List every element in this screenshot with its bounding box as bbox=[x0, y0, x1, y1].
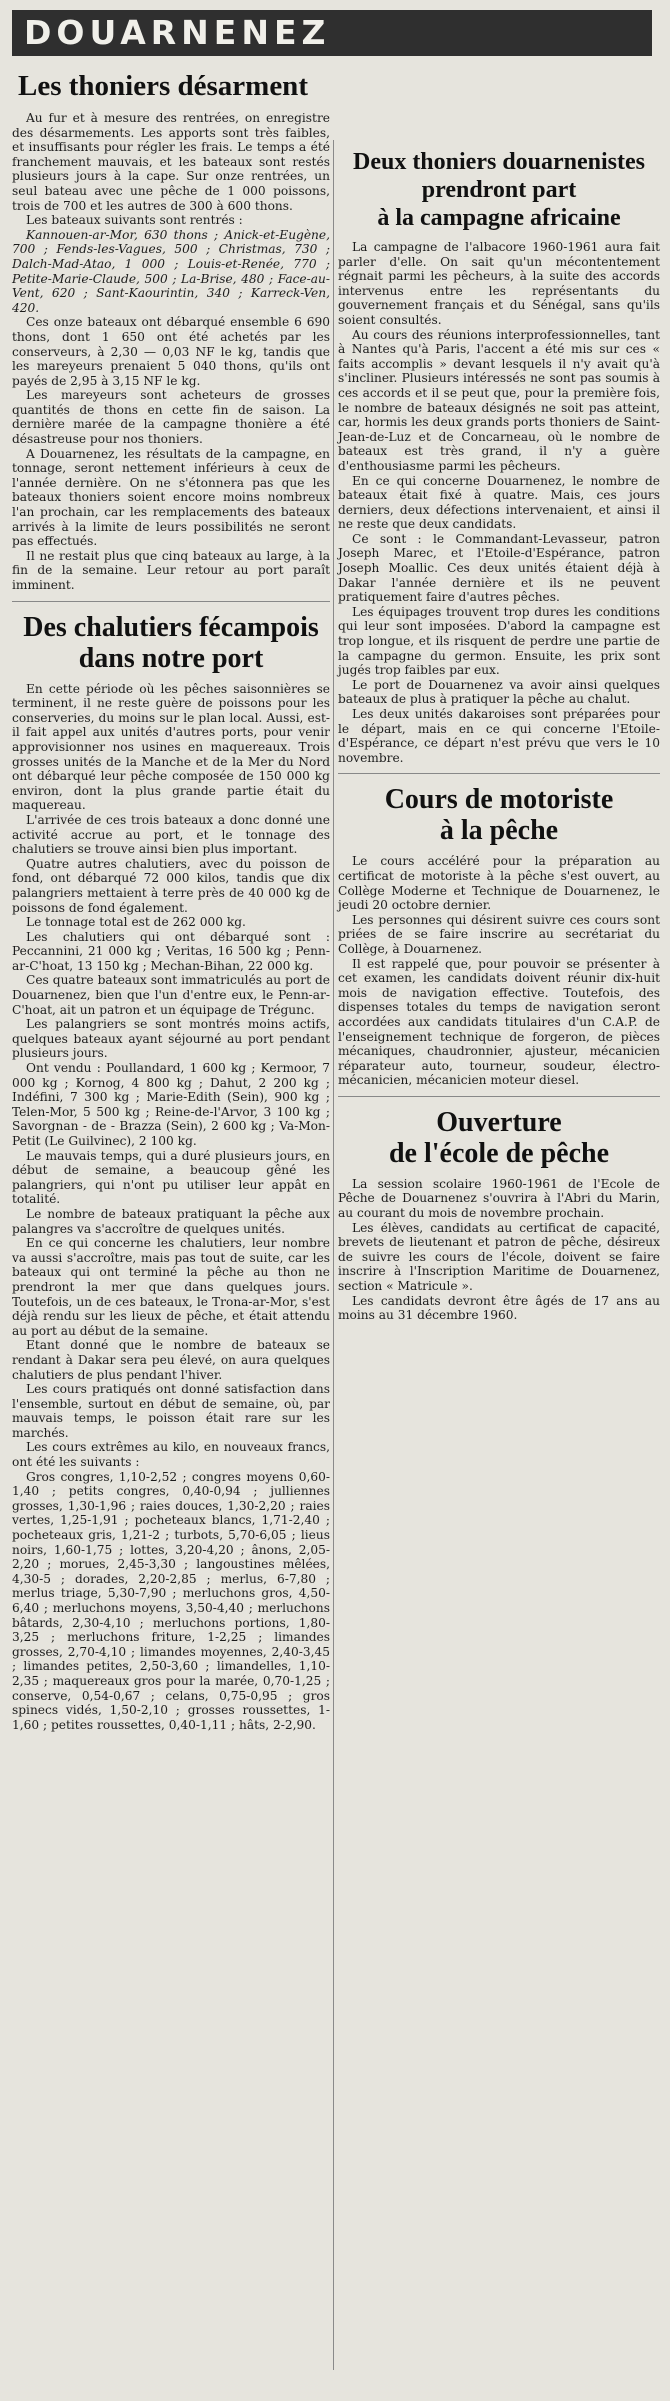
article-title bbox=[338, 784, 660, 846]
paragraph: Le port de Douarnenez va avoir ainsi quelques bateaux de plus à pratiquer la pêche au chalut. bbox=[338, 677, 660, 707]
article-title bbox=[338, 1107, 660, 1169]
paragraph: Les équipages trouvent trop dures les conditions qui leur sont imposées. D'abord la campagne est trop longue, et ils risquent de perdre une partie de la campagne du germon. Ensuite, les prix sont jugés trop faibles par eux. bbox=[338, 604, 660, 678]
paragraph: En cette période où les pêches saisonnières se terminent, il ne reste guère de poissons pour les conserveries, du moins sur le plan local. Aussi, est-il fait appel aux unités d'autres ports, pour venir approvisionner nos usines en maquereaux. Trois grosses unités de la Manche et de la Mer du Nord ont débarqué leur pêche composée de 150 000 kg environ, dont la plus grande partie était du maquereau. bbox=[12, 681, 330, 813]
paragraph: Au cours des réunions interprofessionnelles, tant à Nantes qu'à Paris, l'accent a été mis sur ces « faits accomplis » devant lesquels il n'y avait qu'à s'incliner. Plusieurs intéressés ne sont pas soumis à ces accords et il se peut que, pour la première fois, le nombre de bateaux désignés ne soit pas atteint, car, hormis les deux grands ports thoniers de Saint-Jean-de-Luz et de Concarneau, où le nombre de bateaux est très grand, il n'y a guère d'enthousiasme parmi les pêcheurs. bbox=[338, 327, 660, 473]
article-title-line: à la campagne africaine bbox=[377, 205, 621, 231]
article-campagne bbox=[338, 148, 660, 765]
article-ecole bbox=[338, 1107, 660, 1323]
article-thoniers bbox=[12, 70, 330, 593]
masthead: DOUARNENEZ bbox=[12, 10, 652, 56]
article-title-line: Cours de motoriste bbox=[384, 784, 614, 816]
article-motoriste bbox=[338, 784, 660, 1088]
paragraph: Le nombre de bateaux pratiquant la pêche aux palangres va s'accroître de quelques unités. bbox=[12, 1206, 330, 1236]
paragraph: Gros congres, 1,10-2,52 ; congres moyens 0,60-1,40 ; petits congres, 0,40-0,94 ; julliennes grosses, 1,30-1,96 ; raies douces, 1,30-2,20 ; raies vertes, 1,25-1,91 ; pocheteaux blancs, 1,71-2,40 ; pocheteaux gris, 1,21-2 ; turbots, 5,70-6,05 ; lieus noirs, 1,60-1,75 ; lottes, 3,20-4,20 ; ânons, 2,05-2,20 ; morues, 2,45-3,30 ; langoustines mêlées, 4,30-5 ; dorades, 2,20-2,85 ; merlus, 6-7,80 ; merlus triage, 5,30-7,90 ; merluchons gros, 4,50-6,40 ; merluchons moyens, 3,50-4,40 ; merluchons bâtards, 2,30-4,10 ; merluchons portions, 1,80-3,25 ; merluchons friture, 1-2,25 ; limandes grosses, 2,70-4,10 ; limandes moyennes, 2,40-3,45 ; limandes petites, 2,50-3,60 ; limandelles, 1,10-2,35 ; maquereaux gros pour la marée, 0,70-1,25 ; conserve, 0,54-0,67 ; celans, 0,75-0,95 ; gros spinecs vidés, 1,50-2,10 ; grosses roussettes, 1-1,60 ; petites roussettes, 0,40-1,11 ; hâts, 2-2,90. bbox=[12, 1469, 330, 1732]
paragraph: L'arrivée de ces trois bateaux a donc donné une activité accrue au port, et le tonnage des chalutiers se trouve ainsi bien plus important. bbox=[12, 812, 330, 857]
paragraph: Ces onze bateaux ont débarqué ensemble 6 690 thons, dont 1 650 ont été achetés par les conserveurs, à 2,30 — 0,03 NF le kg, tandis que les mareyeurs prenaient 5 040 thons, qu'ils ont payés de 2,95 à 3,15 NF le kg. bbox=[12, 315, 330, 388]
article-title-line: Deux thoniers douarnenistes bbox=[352, 149, 646, 175]
paragraph: Etant donné que le nombre de bateaux se rendant à Dakar sera peu élevé, on aura quelques chalutiers de plus pendant l'hiver. bbox=[12, 1338, 330, 1382]
paragraph: Le mauvais temps, qui a duré plusieurs jours, en début de semaine, a beaucoup gêné les palangriers, qui n'ont pu utiliser leur appât en totalité. bbox=[12, 1148, 330, 1207]
paragraph: Les personnes qui désirent suivre ces cours sont priées de se faire inscrire au secrétariat du Collège, à Douarnenez. bbox=[338, 912, 660, 956]
paragraph: Les mareyeurs sont acheteurs de grosses quantités de thons en cette fin de saison. La dernière marée de la campagne thonière a été désastreuse pour nos thoniers. bbox=[12, 388, 330, 447]
paragraph: La session scolaire 1960-1961 de l'Ecole de Pêche de Douarnenez s'ouvrira à l'Abri du Marin, au courant du mois de novembre prochain. bbox=[338, 1176, 660, 1221]
paragraph: Les candidats devront être âgés de 17 ans au moins au 31 décembre 1960. bbox=[338, 1293, 660, 1323]
article-title-line: à la pêche bbox=[439, 815, 559, 847]
right-column bbox=[338, 148, 660, 1323]
paragraph: En ce qui concerne les chalutiers, leur nombre va aussi s'accroître, mais pas tout de suite, car les bateaux qui ont terminé la pêche au thon ne prendront la mer que dans quelques jours. Toutefois, un de ces bateaux, le Trona-ar-Mor, s'est déjà rendu sur les lieux de pêche, et était attendu au port au début de la semaine. bbox=[12, 1236, 330, 1338]
paragraph: Les cours pratiqués ont donné satisfaction dans l'ensemble, surtout en début de semaine, où, par mauvais temps, le poisson était rare sur les marchés. bbox=[12, 1382, 330, 1440]
paragraph: Ces quatre bateaux sont immatriculés au port de Douarnenez, bien que l'un d'entre eux, le Penn-ar-C'hoat, ait un patron et un équipage de Trégunc. bbox=[12, 973, 330, 1017]
paragraph: Les deux unités dakaroises sont préparées pour le départ, mais en ce qui concerne l'Etoile-d'Espérance, ce départ n'est prévu que vers le 10 novembre. bbox=[338, 707, 660, 765]
article-title-line: prendront part bbox=[421, 177, 577, 203]
paragraph: La campagne de l'albacore 1960-1961 aura fait parler d'elle. On sait qu'un mécontentement régnait parmi les pêcheurs, à la suite des accords intervenus entre les représentants du gouvernement français et du Sénégal, sans qu'ils soient consultés. bbox=[338, 240, 660, 327]
paragraph: Il est rappelé que, pour pouvoir se présenter à cet examen, les candidats doivent réunir dix-huit mois de navigation effective. Toutefois, des dispenses totales du temps de navigation seront accordées aux candidats titulaires d'un C.A.P. de l'enseignement technique de forgeron, de pièces mécaniques, chaudronnier, ajusteur, mécanicien réparateur auto, tourneur, soudeur, électro-mécanicien, mécanicien moteur diesel. bbox=[338, 956, 660, 1088]
paragraph: Ce sont : le Commandant-Levasseur, patron Joseph Marec, et l'Etoile-d'Espérance, patron Joseph Moallic. Ces deux unités étaient déjà à Dakar l'année dernière et ils ne peuvent pratiquement faire d'autres pêches. bbox=[338, 531, 660, 605]
paragraph: Ont vendu : Poullandard, 1 600 kg ; Kermoor, 7 000 kg ; Kornog, 4 800 kg ; Dahut, 2 200 kg ; Indéfini, 7 300 kg ; Marie-Edith (Sein), 900 kg ; Telen-Mor, 5 500 kg ; Reine-de-l'Arvor, 3 100 kg ; Savorgnan - de - Brazza (Sein), 2 600 kg ; Va-Mon-Petit (Le Guilvinec), 2 100 kg. bbox=[12, 1061, 330, 1148]
paragraph: Il ne restait plus que cinq bateaux au large, à la fin de la semaine. Leur retour au port paraît imminent. bbox=[12, 548, 330, 592]
left-column bbox=[12, 70, 330, 1732]
paragraph: Les chalutiers qui ont débarqué sont : Peccannini, 21 000 kg ; Veritas, 16 500 kg ; Penn-ar-C'hoat, 13 150 kg ; Mechan-Bihan, 22 000 kg. bbox=[12, 929, 330, 973]
article-title-line: Ouverture bbox=[436, 1106, 562, 1138]
article-separator bbox=[338, 773, 660, 774]
paragraph: Kannouen-ar-Mor, 630 thons ; Anick-et-Eugène, 700 ; Fends-les-Vagues, 500 ; Christmas, 730 ; Dalch-Mad-Atao, 1 000 ; Louis-et-Renée, 770 ; Petite-Marie-Claude, 500 ; La-Brise, 480 ; Face-au-Vent, 620 ; Sant-Kaourintin, 340 ; Karreck-Ven, 420. bbox=[12, 227, 330, 315]
article-chalutiers bbox=[12, 612, 330, 1733]
article-title bbox=[12, 612, 330, 674]
article-separator bbox=[338, 1096, 660, 1097]
article-separator bbox=[12, 601, 330, 602]
paragraph: Les cours extrêmes au kilo, en nouveaux francs, ont été les suivants : bbox=[12, 1440, 330, 1470]
article-title-line: Des chalutiers fécampois bbox=[23, 611, 319, 643]
article-title-line: dans notre port bbox=[78, 642, 264, 674]
paragraph: Le cours accéléré pour la préparation au certificat de motoriste à la pêche s'est ouvert, au Collège Moderne et Technique de Douarnenez, le jeudi 20 octobre dernier. bbox=[338, 854, 660, 913]
article-title: Les thoniers désarment bbox=[18, 70, 308, 102]
paragraph: A Douarnenez, les résultats de la campagne, en tonnage, seront nettement inférieurs à ceux de l'année dernière. On ne s'étonnera pas que les bateaux thoniers soient encore moins nombreux l'an prochain, car les remplacements des bateaux arrivés à la limite de leurs possibilités ne seront pas effectués. bbox=[12, 446, 330, 549]
paragraph: Les bateaux suivants sont rentrés : bbox=[26, 213, 243, 228]
paragraph: Les élèves, candidats au certificat de capacité, brevets de lieutenant et patron de pêche, désireux de suivre les cours de l'école, doivent se faire inscrire à l'Inscription Maritime de Douarnenez, section « Matricule ». bbox=[338, 1220, 660, 1294]
paragraph: Les palangriers se sont montrés moins actifs, quelques bateaux ayant séjourné au port pendant plusieurs jours. bbox=[12, 1017, 330, 1061]
article-title-line: de l'école de pêche bbox=[388, 1137, 610, 1169]
paragraph: Au fur et à mesure des rentrées, on enregistre des désarmements. Les apports sont très faibles, et insuffisants pour régler les frais. Le temps a été franchement mauvais, et les bateaux sont restés plusieurs jours à la cape. Sur onze rentrées, un seul bateau avec une pêche de 1 000 poissons, trois de 700 et les autres de 300 à 600 thons. bbox=[12, 111, 330, 213]
paragraph: En ce qui concerne Douarnenez, le nombre de bateaux était fixé à quatre. Mais, ces jours derniers, deux défections intervenaient, et ainsi il ne reste que deux candidats. bbox=[338, 473, 660, 532]
column-divider bbox=[333, 140, 334, 2370]
paragraph: Le tonnage total est de 262 000 kg. bbox=[26, 915, 246, 930]
article-title bbox=[338, 148, 660, 232]
paragraph: Quatre autres chalutiers, avec du poisson de fond, ont débarqué 72 000 kilos, tandis que dix palangriers mettaient à terre près de 40 000 kg de poissons de fond également. bbox=[12, 856, 330, 915]
